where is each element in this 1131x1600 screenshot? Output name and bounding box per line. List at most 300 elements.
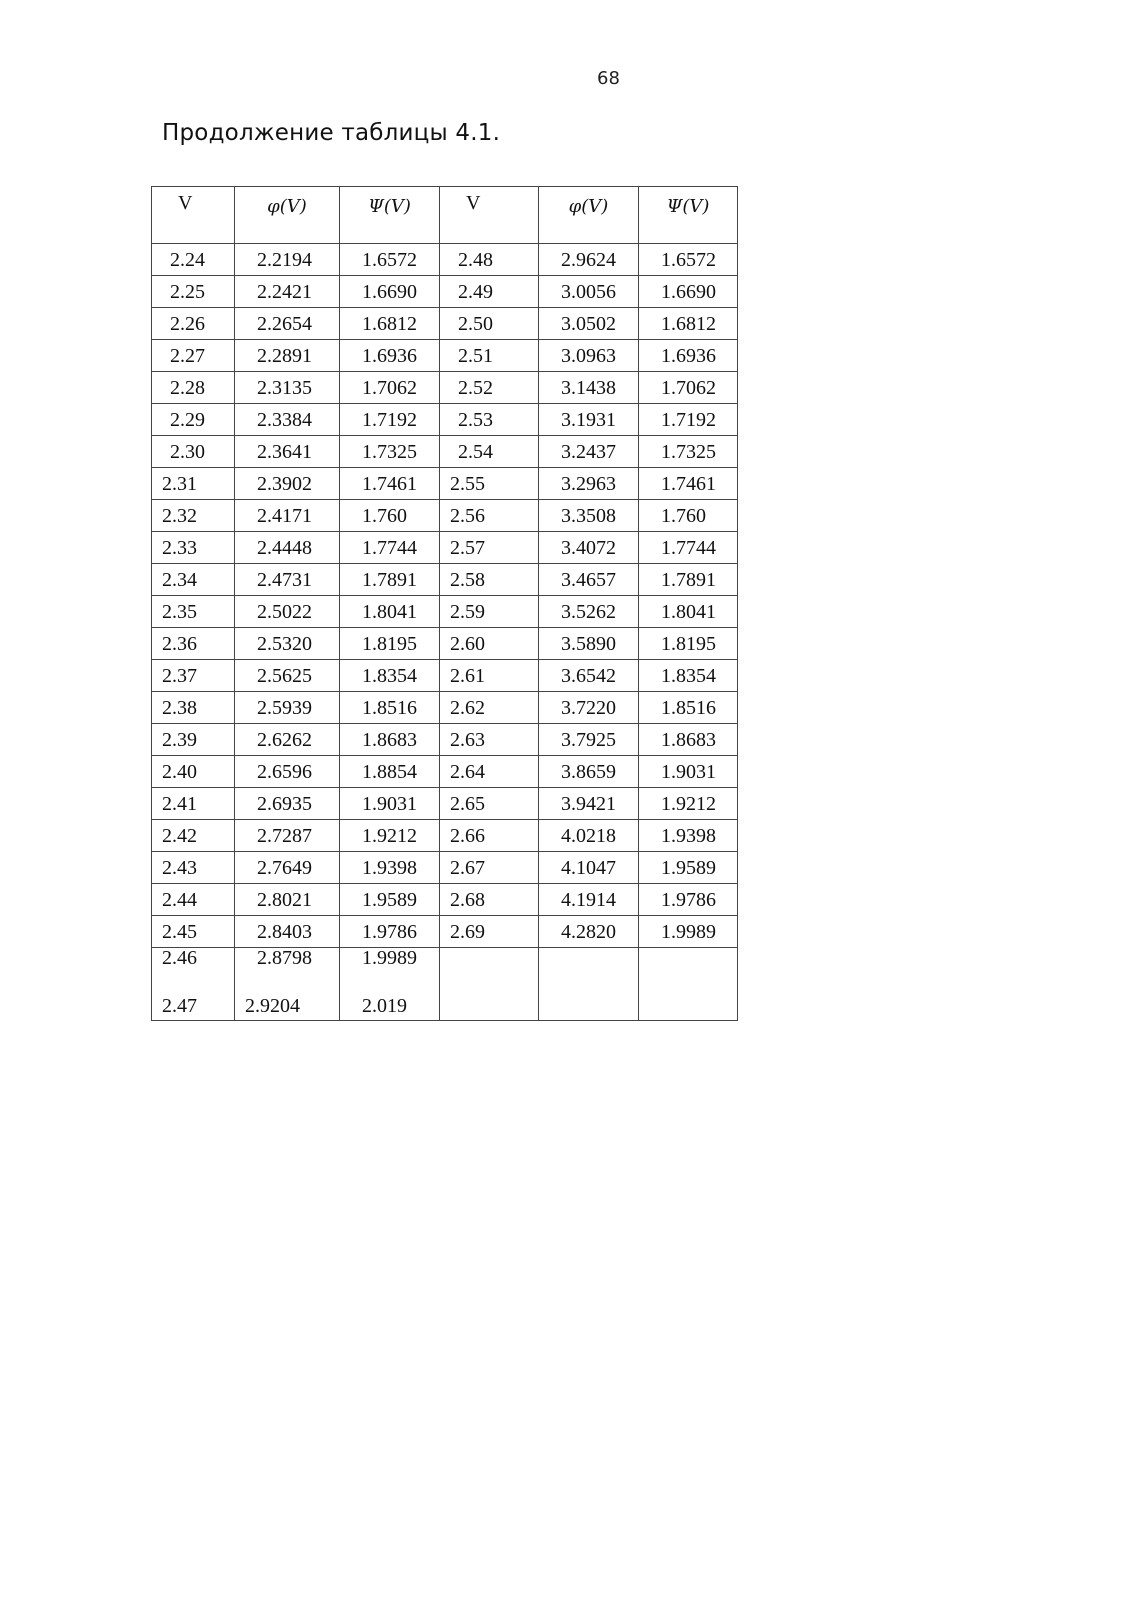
cell-value: 2.35: [162, 600, 197, 623]
cell-value: 2.26: [170, 312, 205, 335]
cell-v: [152, 884, 235, 916]
cell-value: 3.4657: [561, 568, 616, 591]
cell-phi: [235, 692, 340, 724]
cell-phi: [235, 916, 340, 948]
cell-value: 3.2963: [561, 472, 616, 495]
table-row: [152, 308, 738, 340]
cell-v: [152, 788, 235, 820]
page-number: 68: [597, 68, 620, 89]
cell-phi: [235, 596, 340, 628]
cell-value: 1.8516: [362, 696, 417, 719]
cell-value: 4.0218: [561, 824, 616, 847]
cell-v: [440, 660, 539, 692]
table-row: [152, 436, 738, 468]
cell-v: [440, 532, 539, 564]
header-label: Ψ(V): [666, 196, 710, 217]
cell-value: 2.34: [162, 568, 197, 591]
table-row: [152, 820, 738, 852]
cell-psi: [639, 308, 738, 340]
cell-phi: [539, 276, 639, 308]
table-row: [152, 564, 738, 596]
cell-value: 3.5262: [561, 600, 616, 623]
cell-value: 2.54: [458, 440, 493, 463]
cell-value: 2.50: [458, 312, 493, 335]
table-row: [152, 692, 738, 724]
cell-value: 2.8403: [257, 920, 312, 943]
table-row: [152, 660, 738, 692]
cell-psi: [639, 596, 738, 628]
cell-psi: [340, 244, 440, 276]
cell-phi: [539, 532, 639, 564]
cell-value: 2.4731: [257, 568, 312, 591]
table-row: [152, 852, 738, 884]
cell-psi: [340, 660, 440, 692]
cell-value: 2.019: [362, 995, 407, 1017]
cell-v: [152, 852, 235, 884]
cell-value: 2.3641: [257, 440, 312, 463]
cell-v: [152, 340, 235, 372]
cell-value: 3.3508: [561, 504, 616, 527]
cell-value: 2.2891: [257, 344, 312, 367]
cell-value: 2.29: [170, 408, 205, 431]
cell-psi: [340, 340, 440, 372]
cell-v: [152, 660, 235, 692]
cell-phi: [539, 724, 639, 756]
cell-value: 1.6812: [661, 312, 716, 335]
cell-v: [440, 340, 539, 372]
cell-psi: [340, 404, 440, 436]
cell-value: 1.760: [661, 504, 706, 527]
cell-v: [152, 692, 235, 724]
cell-phi: [235, 308, 340, 340]
cell-value: 1.6690: [661, 280, 716, 303]
cell-phi: [539, 500, 639, 532]
table-row: [152, 340, 738, 372]
cell-v: [440, 852, 539, 884]
cell-value: 1.9031: [661, 760, 716, 783]
cell-phi: [235, 852, 340, 884]
cell-phi: [539, 596, 639, 628]
table-row: [152, 884, 738, 916]
cell-v: [152, 596, 235, 628]
cell-value: 2.45: [162, 920, 197, 943]
cell-phi: [235, 436, 340, 468]
cell-psi: [639, 276, 738, 308]
cell-v: [152, 500, 235, 532]
cell-value: 2.44: [162, 888, 197, 911]
cell-value: 2.61: [450, 664, 485, 687]
cell-value: 3.2437: [561, 440, 616, 463]
cell-v: [152, 308, 235, 340]
cell-psi: [340, 468, 440, 500]
cell-value: 1.9031: [362, 792, 417, 815]
cell-v: [440, 692, 539, 724]
cell-v: [152, 436, 235, 468]
cell-value: 3.8659: [561, 760, 616, 783]
cell-value: 2.5022: [257, 600, 312, 623]
cell-value: 2.3135: [257, 376, 312, 399]
header-cell-v: [152, 187, 235, 244]
cell-phi: [539, 788, 639, 820]
cell-psi: [639, 692, 738, 724]
cell-value: 2.5625: [257, 664, 312, 687]
cell-value: 1.8683: [362, 728, 417, 751]
cell-value: 1.6936: [661, 344, 716, 367]
cell-value: 2.58: [450, 568, 485, 591]
cell-value: 1.7325: [362, 440, 417, 463]
cell-value: 2.36: [162, 632, 197, 655]
cell-value: 1.7891: [661, 568, 716, 591]
cell-psi: [639, 628, 738, 660]
data-table: [151, 186, 738, 1021]
cell-value: 2.40: [162, 760, 197, 783]
cell-v: [440, 820, 539, 852]
cell-psi: [639, 884, 738, 916]
cell-v: [440, 244, 539, 276]
cell-value: 2.68: [450, 888, 485, 911]
cell-phi: [539, 916, 639, 948]
cell-value: 1.7461: [661, 472, 716, 495]
header-cell-v: [440, 187, 539, 244]
cell-v: [152, 916, 235, 948]
cell-value: 1.8041: [362, 600, 417, 623]
cell-value: 1.7744: [661, 536, 716, 559]
cell-value: 3.0963: [561, 344, 616, 367]
cell-psi: [340, 628, 440, 660]
cell-value: 1.7062: [362, 376, 417, 399]
cell-value: 1.7891: [362, 568, 417, 591]
cell-value: 2.63: [450, 728, 485, 751]
cell-phi: [539, 436, 639, 468]
cell-psi: [340, 596, 440, 628]
cell-phi: [235, 276, 340, 308]
cell-v: [440, 404, 539, 436]
table-row: [152, 724, 738, 756]
cell-psi: [639, 500, 738, 532]
cell-value: 2.4171: [257, 504, 312, 527]
cell-value: 2.7649: [257, 856, 312, 879]
cell-value: 4.2820: [561, 920, 616, 943]
header-label: V: [178, 192, 193, 214]
table-row: [152, 532, 738, 564]
cell-v: [152, 532, 235, 564]
cell-phi: [235, 244, 340, 276]
cell-psi: [639, 532, 738, 564]
cell-phi: [539, 468, 639, 500]
table-caption: Продолжение таблицы 4.1.: [162, 120, 501, 146]
cell-psi: [340, 788, 440, 820]
cell-phi: [235, 948, 340, 1021]
cell-value: 3.7925: [561, 728, 616, 751]
cell-phi: [235, 468, 340, 500]
cell-value: 2.41: [162, 792, 197, 815]
cell-value: 2.30: [170, 440, 205, 463]
cell-psi: [639, 244, 738, 276]
cell-value: 2.65: [450, 792, 485, 815]
cell-psi: [340, 372, 440, 404]
cell-value: 2.3384: [257, 408, 312, 431]
cell-value: 2.9204: [245, 995, 300, 1017]
cell-phi: [235, 660, 340, 692]
cell-psi: [639, 916, 738, 948]
cell-value: 2.6935: [257, 792, 312, 815]
cell-value: 2.5939: [257, 696, 312, 719]
cell-value: 1.9589: [362, 888, 417, 911]
cell-psi: [639, 852, 738, 884]
cell-value: 3.1931: [561, 408, 616, 431]
cell-v: [440, 500, 539, 532]
cell-value: 1.8854: [362, 760, 417, 783]
cell-value: 1.6690: [362, 280, 417, 303]
cell-phi: [235, 500, 340, 532]
cell-value: 3.0502: [561, 312, 616, 335]
cell-value: 1.9212: [661, 792, 716, 815]
cell-value: 2.8021: [257, 888, 312, 911]
cell-psi: [340, 916, 440, 948]
cell-value: 1.9786: [362, 920, 417, 943]
header-cell-psi: [639, 187, 738, 244]
cell-v: [440, 308, 539, 340]
cell-value: 1.760: [362, 504, 407, 527]
cell-psi: [639, 468, 738, 500]
cell-v: [152, 372, 235, 404]
cell-value: 2.33: [162, 536, 197, 559]
cell-v: [152, 468, 235, 500]
cell-value: 3.7220: [561, 696, 616, 719]
cell-phi: [235, 884, 340, 916]
table-row: [152, 500, 738, 532]
table-header-row: [152, 187, 738, 244]
cell-value: 1.6936: [362, 344, 417, 367]
cell-psi: [340, 948, 440, 1021]
cell-value: 2.69: [450, 920, 485, 943]
cell-psi: [340, 692, 440, 724]
cell-psi: [639, 404, 738, 436]
cell-value: 2.47: [162, 995, 197, 1017]
header-cell-phi: [235, 187, 340, 244]
cell-phi: [235, 532, 340, 564]
cell-value: 2.56: [450, 504, 485, 527]
cell-value: 1.9589: [661, 856, 716, 879]
header-cell-psi: [340, 187, 440, 244]
cell-value: 2.6596: [257, 760, 312, 783]
table-row: [152, 628, 738, 660]
cell-value: 1.8516: [661, 696, 716, 719]
table-row: [152, 244, 738, 276]
cell-v: [152, 564, 235, 596]
cell-psi: [639, 660, 738, 692]
header-label: Ψ(V): [368, 196, 411, 217]
cell-v: [440, 916, 539, 948]
cell-phi: [539, 852, 639, 884]
cell-value: 2.24: [170, 248, 205, 271]
cell-value: 1.6572: [661, 248, 716, 271]
cell-phi: [235, 756, 340, 788]
cell-psi: [639, 756, 738, 788]
cell-phi: [235, 628, 340, 660]
table-row: [152, 756, 738, 788]
cell-value: 2.49: [458, 280, 493, 303]
header-cell-phi: [539, 187, 639, 244]
cell-value: 1.9989: [362, 947, 417, 969]
cell-psi: [340, 852, 440, 884]
table-row: [152, 596, 738, 628]
cell-v: [440, 276, 539, 308]
cell-phi: [235, 564, 340, 596]
cell-value: 2.31: [162, 472, 197, 495]
cell-value: 1.7062: [661, 376, 716, 399]
cell-psi: [340, 756, 440, 788]
cell-value: 2.3902: [257, 472, 312, 495]
cell-value: 2.27: [170, 344, 205, 367]
cell-v: [152, 820, 235, 852]
cell-value: 1.7192: [362, 408, 417, 431]
cell-value: 1.7744: [362, 536, 417, 559]
cell-value: 1.9989: [661, 920, 716, 943]
cell-value: 1.8354: [362, 664, 417, 687]
cell-value: 2.42: [162, 824, 197, 847]
cell-value: 2.2421: [257, 280, 312, 303]
cell-value: 4.1914: [561, 888, 616, 911]
cell-value: 2.67: [450, 856, 485, 879]
cell-v: [440, 788, 539, 820]
cell-value: 1.7325: [661, 440, 716, 463]
table-row: [152, 916, 738, 948]
cell-value: 4.1047: [561, 856, 616, 879]
cell-psi: [340, 884, 440, 916]
cell-psi: [340, 276, 440, 308]
header-label: φ(V): [267, 196, 307, 217]
cell-phi: [235, 820, 340, 852]
cell-value: 2.64: [450, 760, 485, 783]
cell-psi: [639, 436, 738, 468]
cell-v: [440, 436, 539, 468]
cell-value: 1.6572: [362, 248, 417, 271]
cell-v: [152, 724, 235, 756]
cell-value: 1.8041: [661, 600, 716, 623]
table-row-last: [152, 948, 738, 1021]
table-row: [152, 372, 738, 404]
cell-psi: [340, 532, 440, 564]
cell-v: [440, 756, 539, 788]
cell-value: 2.8798: [257, 947, 312, 969]
cell-value: 2.51: [458, 344, 493, 367]
cell-value: 1.9212: [362, 824, 417, 847]
cell-value: 2.37: [162, 664, 197, 687]
cell-value: 3.6542: [561, 664, 616, 687]
cell-value: 2.62: [450, 696, 485, 719]
cell-v: [440, 724, 539, 756]
cell-value: 3.9421: [561, 792, 616, 815]
cell-value: 2.38: [162, 696, 197, 719]
cell-value: 1.8683: [661, 728, 716, 751]
cell-phi: [539, 564, 639, 596]
cell-value: 2.53: [458, 408, 493, 431]
header-label: φ(V): [568, 196, 609, 217]
cell-psi: [340, 564, 440, 596]
table-row: [152, 788, 738, 820]
cell-value: 2.7287: [257, 824, 312, 847]
cell-value: 1.8195: [661, 632, 716, 655]
cell-value: 1.9398: [661, 824, 716, 847]
cell-phi: [539, 820, 639, 852]
cell-value: 2.57: [450, 536, 485, 559]
cell-phi: [235, 340, 340, 372]
cell-v: [440, 596, 539, 628]
cell-psi: [639, 340, 738, 372]
cell-v: [152, 628, 235, 660]
cell-value: 2.43: [162, 856, 197, 879]
cell-value: 2.55: [450, 472, 485, 495]
cell-psi: [639, 724, 738, 756]
cell-value: 2.59: [450, 600, 485, 623]
table-row: [152, 404, 738, 436]
cell-value: 2.2654: [257, 312, 312, 335]
cell-value: 2.5320: [257, 632, 312, 655]
cell-v: [152, 244, 235, 276]
cell-phi: [539, 308, 639, 340]
cell-v: [152, 756, 235, 788]
empty-cell: [539, 948, 639, 1021]
cell-psi: [340, 820, 440, 852]
cell-v: [440, 564, 539, 596]
cell-phi: [539, 884, 639, 916]
cell-phi: [539, 660, 639, 692]
cell-value: 2.2194: [257, 248, 312, 271]
cell-value: 2.4448: [257, 536, 312, 559]
cell-value: 1.8195: [362, 632, 417, 655]
cell-phi: [539, 404, 639, 436]
cell-phi: [539, 628, 639, 660]
cell-phi: [539, 244, 639, 276]
table-row: [152, 468, 738, 500]
cell-v: [440, 468, 539, 500]
cell-value: 2.28: [170, 376, 205, 399]
cell-value: 1.9398: [362, 856, 417, 879]
cell-value: 3.4072: [561, 536, 616, 559]
cell-psi: [639, 564, 738, 596]
cell-value: 2.60: [450, 632, 485, 655]
cell-value: 1.8354: [661, 664, 716, 687]
cell-value: 3.5890: [561, 632, 616, 655]
cell-phi: [235, 404, 340, 436]
cell-psi: [340, 436, 440, 468]
cell-value: 2.66: [450, 824, 485, 847]
cell-value: 1.6812: [362, 312, 417, 335]
cell-phi: [539, 692, 639, 724]
cell-value: 1.9786: [661, 888, 716, 911]
cell-phi: [235, 724, 340, 756]
cell-phi: [235, 788, 340, 820]
cell-value: 3.0056: [561, 280, 616, 303]
cell-phi: [539, 756, 639, 788]
cell-psi: [340, 500, 440, 532]
cell-psi: [639, 788, 738, 820]
cell-value: 2.39: [162, 728, 197, 751]
cell-value: 3.1438: [561, 376, 616, 399]
cell-value: 1.7461: [362, 472, 417, 495]
header-label: V: [466, 192, 481, 214]
cell-v: [152, 948, 235, 1021]
cell-v: [152, 404, 235, 436]
cell-value: 2.48: [458, 248, 493, 271]
cell-value: 2.32: [162, 504, 197, 527]
cell-v: [440, 372, 539, 404]
cell-phi: [539, 340, 639, 372]
cell-v: [440, 884, 539, 916]
empty-cell: [639, 948, 738, 1021]
cell-value: 2.46: [162, 947, 197, 969]
